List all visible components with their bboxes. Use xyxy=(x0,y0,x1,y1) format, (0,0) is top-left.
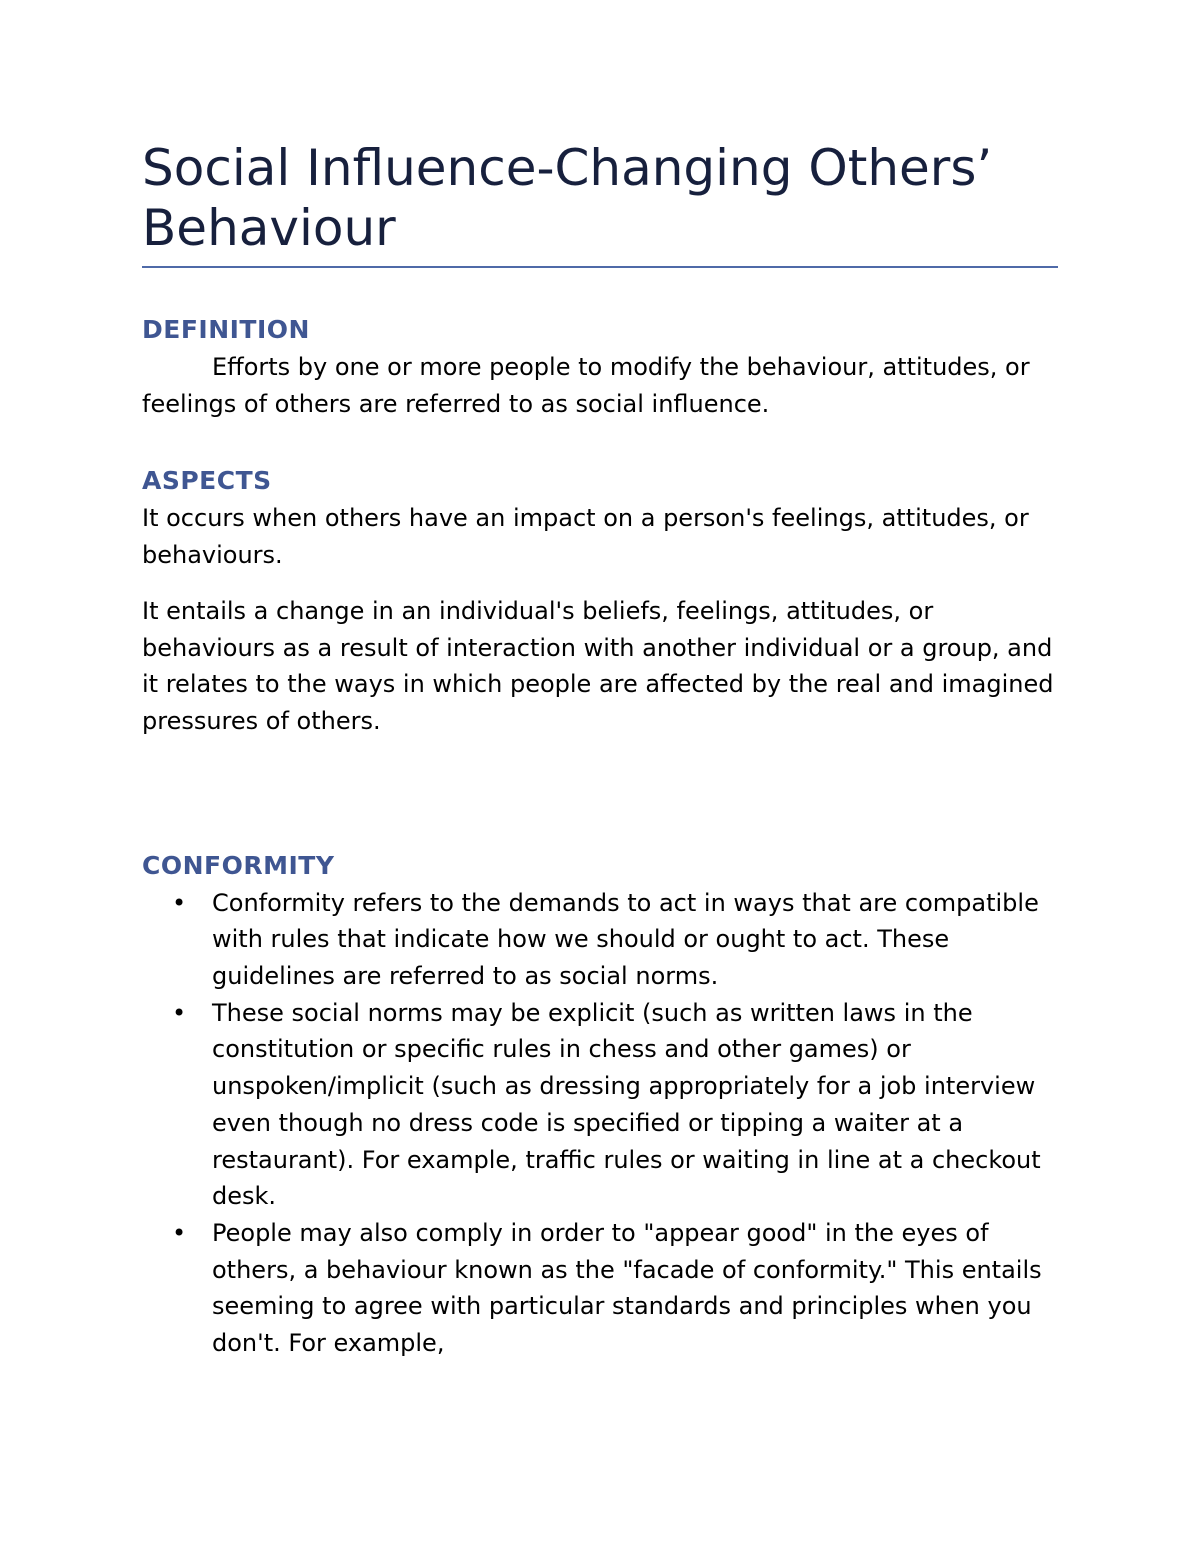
bullet-icon: • xyxy=(172,998,187,1027)
list-item xyxy=(142,995,1058,1215)
bullet-text: These social norms may be explicit (such as written laws in the constitution or specific rules in chess and other games) or unspoken/implicit (such as dressing appropriately for a job interview even though no dress code is specified or tipping a waiter at a restaurant). For example, traffic rules or waiting in line at a checkout desk. xyxy=(212,998,1041,1211)
conformity-bullet-list xyxy=(142,885,1058,1362)
list-item xyxy=(142,1215,1058,1362)
definition-paragraph: Efforts by one or more people to modify the behaviour, attitudes, or feelings of others are referred to as social influence. xyxy=(142,353,1030,418)
document-page xyxy=(142,138,1058,1362)
bullet-icon: • xyxy=(172,888,187,917)
aspects-heading: ASPECTS xyxy=(142,466,272,496)
bullet-icon: • xyxy=(172,1218,187,1247)
bullet-text: Conformity refers to the demands to act in ways that are compatible with rules that indicate how we should or ought to act. These guidelines are referred to as social norms. xyxy=(212,888,1039,991)
aspects-paragraph-2: It entails a change in an individual's beliefs, feelings, attitudes, or behaviours as a result of interaction with another individual or a group, and it relates to the ways in which people are affected by the real and imagined pressures of others. xyxy=(142,596,1054,735)
bullet-text: People may also comply in order to "appear good" in the eyes of others, a behaviour known as the "facade of conformity." This entails seeming to agree with particular standards and principles when you don't. For example, xyxy=(212,1218,1042,1358)
aspects-paragraph-1: It occurs when others have an impact on a person's feelings, attitudes, or behaviours. xyxy=(142,504,1029,570)
conformity-heading: CONFORMITY xyxy=(142,850,335,880)
list-item xyxy=(142,885,1058,995)
document-title: Social Influence-Changing Others’ Behaviour xyxy=(142,139,993,257)
definition-heading: DEFINITION xyxy=(142,315,310,344)
